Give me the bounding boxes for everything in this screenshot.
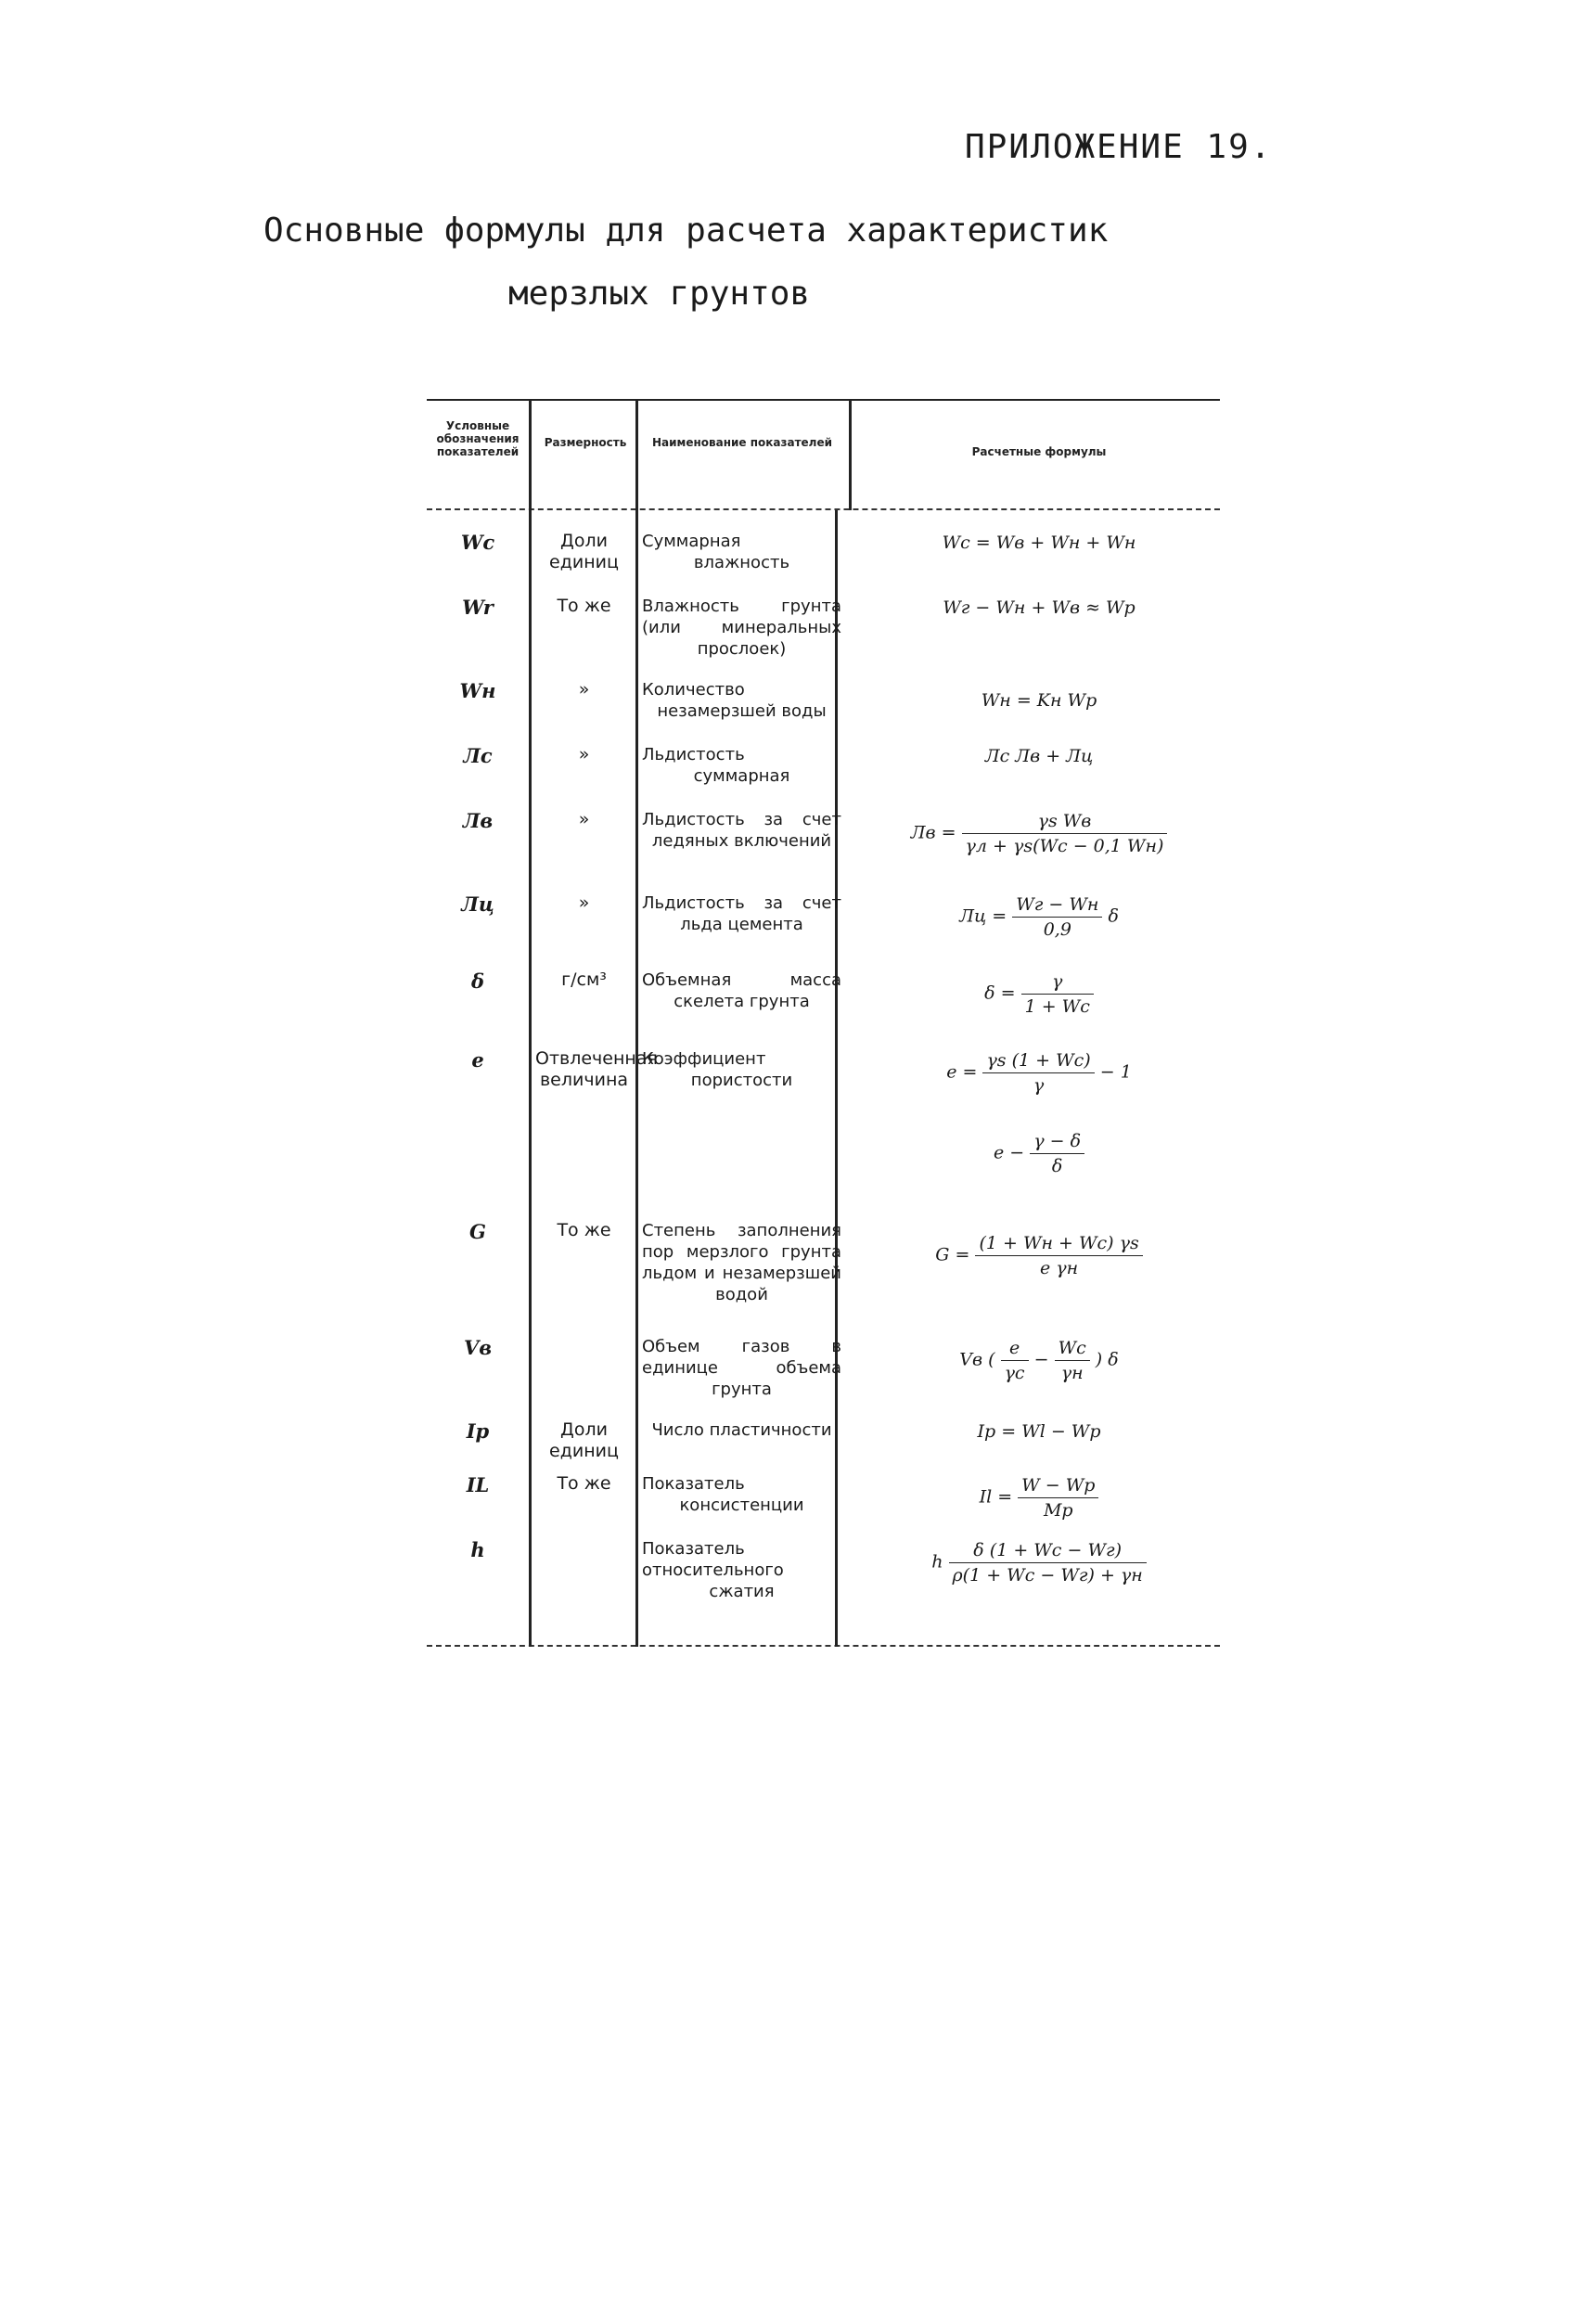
formula-fraction bbox=[975, 1231, 1142, 1280]
row-name: Льдистость суммарная bbox=[642, 745, 790, 786]
row-symbol: Лс bbox=[463, 744, 493, 767]
row-dimension: То же bbox=[557, 1220, 611, 1240]
formula-lhs: e = bbox=[946, 1061, 978, 1083]
formula-rhs: − 1 bbox=[1099, 1061, 1132, 1083]
row-name: Льдистость за счет ледяных включений bbox=[642, 810, 841, 851]
formula-denominator: γл + γs(Wс − 0,1 Wн) bbox=[965, 836, 1164, 856]
row-name: Объемная масса скелета грунта bbox=[642, 970, 841, 1011]
row-formula: Лс Лв + Лц bbox=[984, 746, 1094, 766]
column-divider bbox=[635, 399, 638, 1647]
formula-alt-fraction bbox=[1030, 1129, 1084, 1178]
formula-paren-close: ) bbox=[1095, 1349, 1103, 1370]
formula-denominator: γ bbox=[1033, 1075, 1045, 1096]
appendix-label: ПРИЛОЖЕНИЕ 19. bbox=[965, 128, 1273, 166]
row-name: Степень заполнения пор мерзлого грунта льдом и незамерзшей водой bbox=[642, 1221, 841, 1304]
row-name: Число пластичности bbox=[651, 1420, 832, 1440]
row-name: Влажность грунта (или минеральных прослоек) bbox=[642, 597, 841, 659]
row-name: Показатель консистенции bbox=[642, 1474, 804, 1515]
row-symbol: Ip bbox=[466, 1419, 490, 1443]
formula-fraction bbox=[982, 1048, 1094, 1098]
row-dimension: То же bbox=[557, 1473, 611, 1494]
row-dimension: » bbox=[578, 679, 590, 700]
formula-lhs: Лв = bbox=[910, 822, 956, 843]
table-bottom-rule bbox=[427, 1645, 1220, 1647]
row-name: Количество незамерзшей воды bbox=[642, 680, 827, 721]
header-name: Наименование показателей bbox=[651, 436, 832, 449]
row-symbol: Wr bbox=[462, 596, 494, 619]
formula-denominator: 1 + Wс bbox=[1024, 996, 1090, 1017]
formula-numerator: (1 + Wн + Wс) γs bbox=[975, 1231, 1142, 1256]
row-formula: Wc = Wв + Wн + Wн bbox=[942, 533, 1136, 553]
row-formula bbox=[858, 809, 1220, 858]
formula-numerator: Wг − Wн bbox=[1012, 892, 1102, 918]
row-formula bbox=[858, 1538, 1220, 1587]
formula-denominator: 0,9 bbox=[1043, 919, 1071, 940]
formula-alt-lhs: e − bbox=[993, 1142, 1025, 1163]
column-divider bbox=[529, 399, 532, 1647]
row-symbol: Vв bbox=[463, 1336, 493, 1359]
row-dimension: » bbox=[578, 809, 590, 829]
formula-denominator: Mр bbox=[1043, 1500, 1073, 1521]
row-formula bbox=[858, 1231, 1220, 1280]
row-name: Показатель относительного сжатия bbox=[642, 1539, 784, 1601]
row-symbol: h bbox=[470, 1538, 485, 1561]
formula-numerator: Wс bbox=[1055, 1336, 1090, 1361]
row-dimension: То же bbox=[557, 596, 611, 616]
row-dimension: Отвлеченная величина bbox=[535, 1048, 658, 1090]
formula-denominator: γc bbox=[1004, 1363, 1025, 1383]
row-name: Льдистость за счет льда цемента bbox=[642, 893, 841, 934]
formula-lhs: Vв bbox=[959, 1349, 983, 1370]
row-symbol: δ bbox=[470, 969, 484, 993]
formula-rhs: δ bbox=[1108, 1349, 1119, 1370]
row-formula bbox=[858, 1473, 1220, 1522]
row-symbol: IL bbox=[466, 1473, 490, 1496]
row-dimension: г/см³ bbox=[561, 969, 607, 990]
formula-fraction bbox=[1055, 1336, 1090, 1385]
row-formula bbox=[858, 892, 1220, 942]
row-dimension: » bbox=[578, 892, 590, 913]
formula-denominator: e γн bbox=[1040, 1258, 1079, 1278]
formula-alt-numerator: γ − δ bbox=[1030, 1129, 1084, 1154]
header-dimension: Размерность bbox=[544, 436, 627, 449]
formula-alt-denominator: δ bbox=[1051, 1156, 1063, 1176]
row-symbol: Wc bbox=[460, 531, 495, 554]
header-rule bbox=[427, 508, 1220, 510]
row-name: Объем газов в единице объема грунта bbox=[642, 1337, 841, 1399]
row-formula: Iр = Wl − Wр bbox=[977, 1421, 1101, 1442]
formula-numerator: γs (1 + Wс) bbox=[982, 1048, 1094, 1073]
row-dimension: Доли единиц bbox=[549, 531, 619, 572]
formula-lhs: δ = bbox=[984, 982, 1016, 1004]
formula-denominator: γн bbox=[1060, 1363, 1084, 1383]
formula-fraction bbox=[1018, 1473, 1098, 1522]
formula-minus: − bbox=[1033, 1349, 1049, 1370]
row-formula bbox=[858, 1048, 1220, 1178]
row-dimension: » bbox=[578, 744, 590, 764]
row-name: Коэффициент пористости bbox=[642, 1049, 793, 1090]
page-title-line1: Основные формулы для расчета характеристик bbox=[263, 212, 1109, 250]
row-symbol: e bbox=[471, 1048, 484, 1072]
formula-fraction bbox=[1001, 1336, 1029, 1385]
formula-lhs: Лц = bbox=[959, 905, 1007, 927]
row-formula bbox=[858, 1336, 1220, 1385]
formula-fraction bbox=[949, 1538, 1147, 1587]
formula-lhs: Il = bbox=[979, 1486, 1013, 1508]
formulas-table bbox=[427, 399, 1220, 1647]
formula-fraction bbox=[962, 809, 1168, 858]
row-formula bbox=[858, 969, 1220, 1019]
row-symbol: Лц bbox=[461, 892, 494, 916]
formula-numerator: δ (1 + Wс − Wг) bbox=[949, 1538, 1147, 1563]
row-symbol: Лв bbox=[462, 809, 494, 832]
formula-numerator: e bbox=[1001, 1336, 1029, 1361]
row-symbol: G bbox=[469, 1220, 486, 1243]
table-top-rule bbox=[427, 399, 1220, 401]
formula-paren-open: ( bbox=[988, 1349, 995, 1370]
row-name: Суммарная влажность bbox=[642, 532, 790, 572]
formula-numerator: W − Wр bbox=[1018, 1473, 1098, 1498]
row-formula: Wг − Wн + Wв ≈ Wр bbox=[943, 597, 1136, 618]
formula-lhs: G = bbox=[935, 1244, 970, 1265]
formula-denominator: ρ(1 + Wс − Wг) + γн bbox=[952, 1565, 1143, 1586]
row-symbol: Wн bbox=[459, 679, 496, 702]
page-title-line2: мерзлых грунтов bbox=[508, 275, 811, 313]
formula-numerator: γs Wв bbox=[962, 809, 1168, 834]
column-divider bbox=[849, 399, 852, 510]
row-dimension: Доли единиц bbox=[549, 1419, 619, 1461]
formula-fraction bbox=[1021, 969, 1094, 1019]
header-symbol: Условные обозначения показателей bbox=[436, 419, 520, 458]
row-formula: Wн = Kн Wр bbox=[981, 690, 1097, 711]
formula-numerator: γ bbox=[1021, 969, 1094, 995]
formula-lhs: h bbox=[931, 1551, 943, 1573]
header-formula: Расчетные формулы bbox=[971, 445, 1107, 458]
formula-fraction bbox=[1012, 892, 1102, 942]
formula-rhs: δ bbox=[1108, 905, 1119, 927]
